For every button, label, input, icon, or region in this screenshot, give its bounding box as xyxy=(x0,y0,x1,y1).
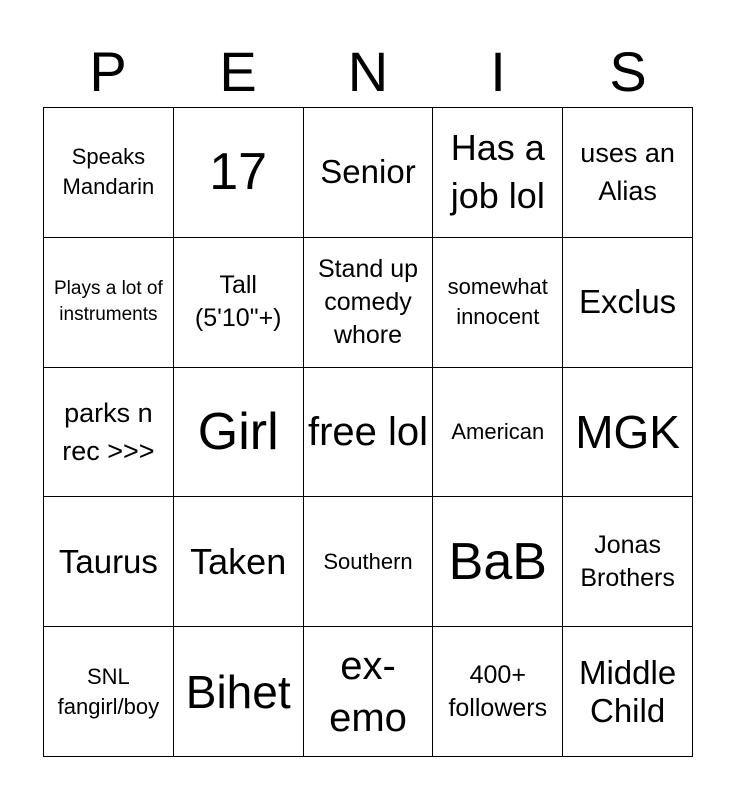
bingo-cell-r2-c2[interactable] xyxy=(174,238,304,368)
bingo-cell-r3-c5[interactable] xyxy=(563,368,693,498)
bingo-cell-r2-c4[interactable] xyxy=(433,238,563,368)
bingo-cell-r5-c5[interactable] xyxy=(563,627,693,757)
bingo-cell-r4-c4[interactable] xyxy=(433,497,563,627)
bingo-cell-r1-c3[interactable] xyxy=(304,108,434,238)
cell-text: free lol xyxy=(307,409,429,454)
cell-text: ex-emo xyxy=(329,643,407,740)
cell-text: parks n rec >>> xyxy=(62,397,155,466)
cell-text: Taken xyxy=(190,540,287,582)
bingo-grid xyxy=(43,107,693,757)
bingo-cell-r2-c1[interactable] xyxy=(44,238,174,368)
bingo-cell-r1-c2[interactable] xyxy=(174,108,304,238)
cell-text: Bihet xyxy=(185,665,291,718)
header-letter-e: E xyxy=(219,40,257,103)
header-letter-s: S xyxy=(609,40,647,103)
cell-text: 400+ followers xyxy=(448,660,548,722)
cell-text: Plays a lot of instruments xyxy=(54,278,163,326)
bingo-cell-r1-c1[interactable] xyxy=(44,108,174,238)
bingo-cell-r3-c2[interactable] xyxy=(174,368,304,498)
bingo-cell-r3-c4[interactable] xyxy=(433,368,563,498)
cell-text: Senior xyxy=(320,153,416,191)
bingo-cell-r3-c1[interactable] xyxy=(44,368,174,498)
bingo-cell-r2-c3[interactable] xyxy=(304,238,434,368)
header-letter-i: I xyxy=(490,40,506,103)
bingo-cell-r2-c5[interactable] xyxy=(563,238,693,368)
bingo-cell-r4-c3[interactable] xyxy=(304,497,434,627)
cell-text: Tall (5'10"+) xyxy=(194,271,282,333)
cell-text: MGK xyxy=(575,405,680,458)
bingo-cell-r1-c5[interactable] xyxy=(563,108,693,238)
cell-text: Jonas Brothers xyxy=(580,530,675,592)
header-letter-n: N xyxy=(347,40,389,103)
cell-text: Exclus xyxy=(578,283,677,321)
cell-text: BaB xyxy=(448,532,547,591)
bingo-cell-r4-c2[interactable] xyxy=(174,497,304,627)
bingo-cell-r3-c3[interactable] xyxy=(304,368,434,498)
bingo-cell-r1-c4[interactable] xyxy=(433,108,563,238)
cell-text: Southern xyxy=(323,548,413,574)
cell-text: Speaks Mandarin xyxy=(62,144,155,200)
cell-text: SNL fangirl/boy xyxy=(57,663,160,719)
cell-text: uses an Alias xyxy=(580,138,675,207)
cell-text: Middle Child xyxy=(578,653,677,729)
cell-text: somewhat innocent xyxy=(447,274,548,330)
cell-text: Girl xyxy=(197,402,279,461)
cell-text: Stand up comedy whore xyxy=(317,254,419,349)
header-letter-p: P xyxy=(89,40,127,103)
cell-text: 17 xyxy=(209,143,268,202)
bingo-cell-r4-c5[interactable] xyxy=(563,497,693,627)
bingo-cell-r5-c2[interactable] xyxy=(174,627,304,757)
cell-text: Has a job lol xyxy=(450,127,545,217)
bingo-cell-r5-c1[interactable] xyxy=(44,627,174,757)
bingo-cell-r5-c3[interactable] xyxy=(304,627,434,757)
bingo-header xyxy=(43,38,693,106)
cell-text: Taurus xyxy=(58,542,158,580)
cell-text: American xyxy=(451,418,545,444)
bingo-cell-r4-c1[interactable] xyxy=(44,497,174,627)
bingo-cell-r5-c4[interactable] xyxy=(433,627,563,757)
